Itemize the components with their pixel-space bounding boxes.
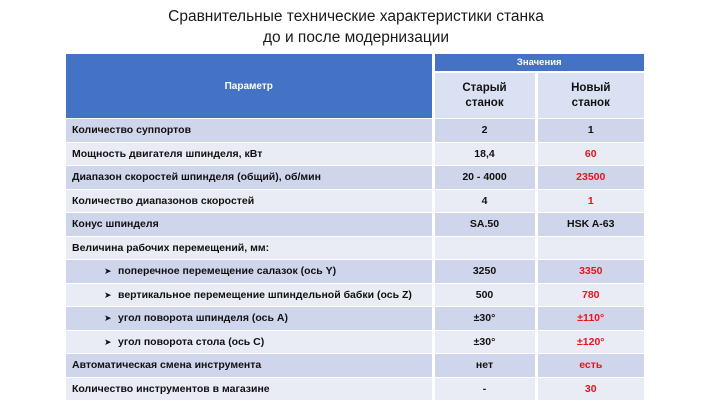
row-sub-label <box>66 330 433 354</box>
row-new-value: 30 <box>536 377 644 400</box>
row-new-value: ±110° <box>536 307 644 331</box>
arrow-bullet-icon: ➤ <box>104 313 112 324</box>
row-sub-label <box>66 307 433 331</box>
row-label: Количество суппортов <box>66 119 433 143</box>
row-label: угол поворота стола (ось C) <box>118 335 265 348</box>
row-label: Мощность двигателя шпинделя, кВт <box>66 142 433 166</box>
row-old-value: 18,4 <box>433 142 536 166</box>
row-old-value: 20 - 4000 <box>433 166 536 190</box>
row-label: Количество диапазонов скоростей <box>66 189 433 213</box>
row-old-value: нет <box>433 354 536 378</box>
row-label: вертикальное перемещение шпиндельной бабки (ось Z) <box>118 288 412 301</box>
header-old-machine <box>433 72 536 119</box>
row-new-value: HSK A-63 <box>536 213 644 237</box>
row-new-value: 1 <box>536 119 644 143</box>
header-old-text: Старый станок <box>462 81 507 109</box>
row-new-value: 3350 <box>536 260 644 284</box>
row-label: Автоматическая смена инструмента <box>66 354 433 378</box>
table-row <box>66 330 644 354</box>
row-new-value: 780 <box>536 283 644 307</box>
table-row <box>66 119 644 143</box>
header-new-text: Новый станок <box>571 81 611 109</box>
row-old-value: 500 <box>433 283 536 307</box>
row-old-value: 3250 <box>433 260 536 284</box>
table-row <box>66 354 644 378</box>
table-row <box>66 213 644 237</box>
table-row <box>66 166 644 190</box>
row-old-value: 4 <box>433 189 536 213</box>
row-new-value <box>536 236 644 260</box>
table-row <box>66 142 644 166</box>
row-sub-label <box>66 260 433 284</box>
row-new-value: 23500 <box>536 166 644 190</box>
row-label: Величина рабочих перемещений, мм: <box>66 236 433 260</box>
row-old-value: ±30° <box>433 330 536 354</box>
title-line-2: до и после модернизации <box>262 29 450 46</box>
table-row <box>66 307 644 331</box>
title-line-1: Сравнительные технические характеристики станка <box>168 8 544 25</box>
row-old-value: SA.50 <box>433 213 536 237</box>
row-old-value: - <box>433 377 536 400</box>
row-label: Конус шпинделя <box>66 213 433 237</box>
comparison-table <box>66 54 644 400</box>
row-label: Количество инструментов в магазине <box>66 377 433 400</box>
document-title <box>0 6 712 48</box>
header-values: Значения <box>433 54 644 72</box>
table-row <box>66 236 644 260</box>
row-new-value: есть <box>536 354 644 378</box>
row-new-value: 60 <box>536 142 644 166</box>
table-row <box>66 189 644 213</box>
row-label: Диапазон скоростей шпинделя (общий), об/мин <box>66 166 433 190</box>
table-row <box>66 283 644 307</box>
arrow-bullet-icon: ➤ <box>104 336 112 347</box>
row-label: поперечное перемещение салазок (ось Y) <box>118 265 337 278</box>
row-new-value: 1 <box>536 189 644 213</box>
table-row <box>66 377 644 400</box>
header-parameter: Параметр <box>66 54 433 119</box>
arrow-bullet-icon: ➤ <box>104 289 112 300</box>
row-old-value <box>433 236 536 260</box>
header-new-machine <box>536 72 644 119</box>
arrow-bullet-icon: ➤ <box>104 266 112 277</box>
row-old-value: 2 <box>433 119 536 143</box>
row-old-value: ±30° <box>433 307 536 331</box>
table-row <box>66 260 644 284</box>
row-new-value: ±120° <box>536 330 644 354</box>
row-sub-label <box>66 283 433 307</box>
row-label: угол поворота шпинделя (ось A) <box>118 312 288 325</box>
